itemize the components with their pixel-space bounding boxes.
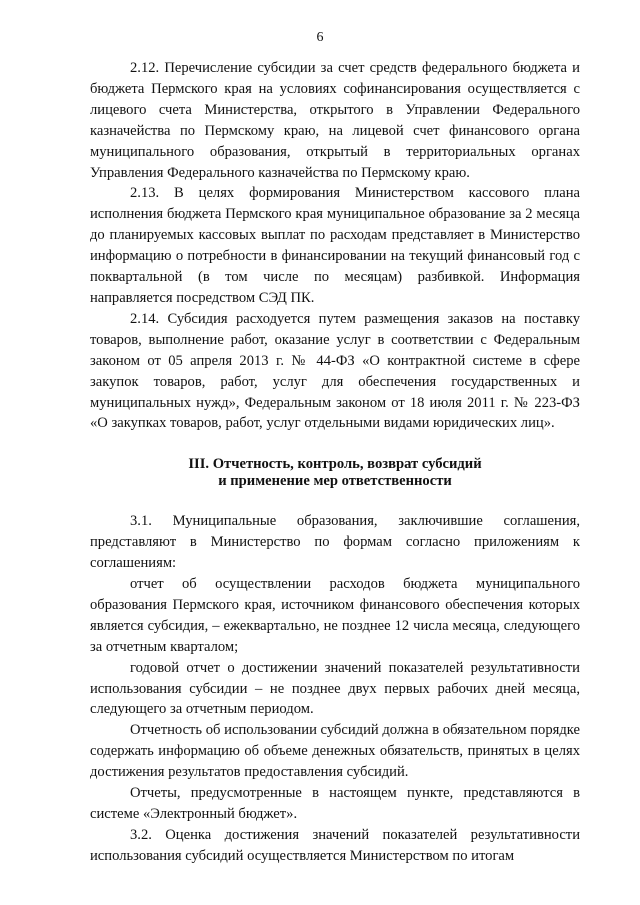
page-number: 6 — [316, 30, 324, 45]
paragraph-annual-report: годовой отчет о достижении значений показателей результативности использования субсидии – не позднее двух первых рабочих дней месяца, следующего за отчетным периодом. — [90, 659, 580, 718]
paragraph-electronic-budget: Отчеты, предусмотренные в настоящем пункте, представляются в системе «Электронный бюджет». — [90, 785, 580, 822]
paragraph-reporting-content: Отчетность об использовании субсидий должна в обязательном порядке содержать информацию об объеме денежных обязательств, принятых в целях достижения результатов предоставления субсидий. — [90, 722, 580, 781]
paragraph-2-13: 2.13. В целях формирования Министерством кассового плана исполнения бюджета Пермского края муниципальное образование за 2 месяца до планируемых кассовых выплат по расходам представляет в Министерство информацию о потребности в финансировании на текущий финансовый год с поквартальной (в том числе по месяцам) разбивкой. Информация направляется посредством СЭД ПК. — [90, 185, 580, 306]
paragraph-3-2: 3.2. Оценка достижения значений показателей результативности использования субсидий осуществляется Министерством по итогам — [90, 826, 580, 864]
section-heading — [90, 456, 580, 489]
section-heading-line-1: III. Отчетность, контроль, возврат субсидий — [188, 456, 482, 473]
paragraph-quarterly-report: отчет об осуществлении расходов бюджета муниципального образования Пермского края, источником финансового обеспечения которых является субсидия, – ежеквартально, не позднее 12 числа месяца, следующего за отчетным кварталом; — [90, 576, 580, 655]
section-heading-line-2: и применение мер ответственности — [218, 472, 452, 489]
paragraph-3-1: 3.1. Муниципальные образования, заключившие соглашения, представляют в Министерство по формам согласно приложениям к соглашениям: — [90, 513, 580, 572]
paragraph-2-14: 2.14. Субсидия расходуется путем размещения заказов на поставку товаров, выполнение работ, оказание услуг в соответствии с Федеральным законом от 05 апреля 2013 г. № 44-ФЗ «О контрактной системе в сфере закупок товаров, работ, услуг для обеспечения государственных и муниципальных нужд», Федеральным законом от 18 июля 2011 г. № 223-ФЗ «О закупках товаров, работ, услуг отдельными видами юридических лиц». — [90, 310, 580, 432]
paragraph-2-12: 2.12. Перечисление субсидии за счет средств федерального бюджета и бюджета Пермского края на условиях софинансирования осуществляется с лицевого счета Министерства, открытого в Управлении Федерального казначейства по Пермскому краю, на лицевой счет финансового органа муниципального образования, открытый в территориальных органах Управления Федерального казначейства по Пермскому краю. — [90, 60, 580, 181]
